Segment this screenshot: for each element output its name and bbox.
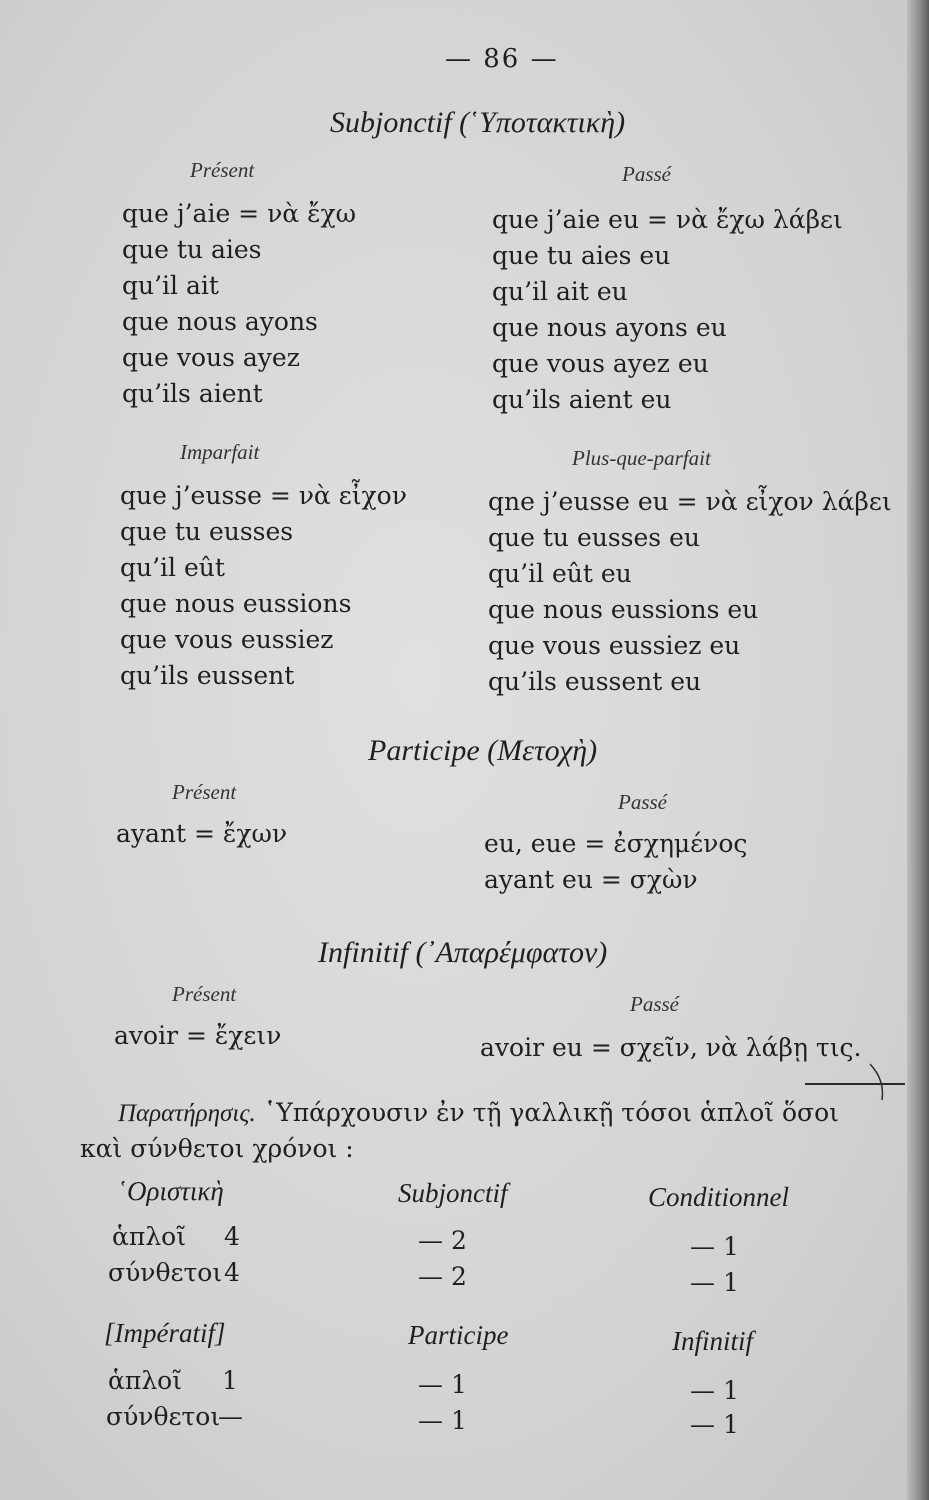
conjugation-line: que nous ayons eu xyxy=(492,313,727,342)
infinitif-passe-list xyxy=(480,1030,861,1066)
table2-cell: 1 xyxy=(222,1366,238,1395)
table2-cell: — 1 xyxy=(418,1406,467,1435)
infinitif-heading: Infinitif (᾿Απαρέμφατον) xyxy=(318,936,608,969)
table2-cell: — xyxy=(218,1402,243,1431)
infinitif-passe-label: Passé xyxy=(630,992,679,1016)
conjugation-line: que vous eussiez xyxy=(120,625,334,654)
page-number: — 86 — xyxy=(445,44,559,74)
table2-header-imperatif: [Impératif] xyxy=(104,1318,226,1348)
subjonctif-heading: Subjonctif (῾Υποτακτικὴ) xyxy=(330,106,626,139)
subjonctif-passe-label: Passé xyxy=(622,162,671,186)
participe-passe-label: Passé xyxy=(618,790,667,814)
conjugation-line: que nous eussions xyxy=(120,589,352,618)
conjugation-line: eu, eue = ἐσχημένος xyxy=(484,829,748,858)
table1-cell: 4 xyxy=(224,1222,240,1251)
conjugation-line: que vous eussiez eu xyxy=(488,631,741,660)
table2-cell: — 1 xyxy=(418,1370,467,1399)
table2-cell: — 1 xyxy=(690,1376,739,1405)
infinitif-present-label: Présent xyxy=(172,982,237,1006)
table1-cell: — 1 xyxy=(690,1232,739,1261)
table2-row-label: ἁπλοῖ xyxy=(108,1366,183,1395)
conjugation-line: qu’il eût xyxy=(120,553,225,582)
conjugation-line: que nous ayons xyxy=(122,307,318,336)
conjugation-line: que nous eussions eu xyxy=(488,595,759,624)
note-text: ῾Υπάρχουσιν ἐν τῇ γαλλικῇ τόσοι ἁπλοῖ ὅσοι xyxy=(263,1098,839,1127)
conjugation-line: qu’ils eussent eu xyxy=(488,667,702,696)
subjonctif-passe-list xyxy=(492,202,843,418)
table1-header-subjonctif: Subjonctif xyxy=(398,1178,508,1208)
imparfait-list xyxy=(120,478,407,694)
conjugation-line: qu’il eût eu xyxy=(488,559,632,588)
table1-row-label: ἁπλοῖ xyxy=(112,1222,187,1251)
table1-cell: 4 xyxy=(224,1258,240,1287)
conjugation-line: qu’il ait xyxy=(122,271,219,300)
infinitif-present-list xyxy=(114,1018,281,1054)
conjugation-line: que vous ayez xyxy=(122,343,300,372)
table2-header-infinitif: Infinitif xyxy=(672,1326,753,1356)
conjugation-line: que tu eusses eu xyxy=(488,523,700,552)
plus-que-parfait-label: Plus-que-parfait xyxy=(572,446,711,470)
conjugation-line: ayant eu = σχὼν xyxy=(484,865,698,894)
conjugation-line: que j’eusse = νὰ εἶχον xyxy=(120,481,407,510)
conjugation-line: avoir eu = σχεῖν, νὰ λάβῃ τις. xyxy=(480,1033,862,1062)
conjugation-line: que tu eusses xyxy=(120,517,294,546)
participe-passe-list xyxy=(484,826,747,898)
conjugation-line: qu’il ait eu xyxy=(492,277,628,306)
conjugation-line: qu’ils aient xyxy=(122,379,263,408)
table1-cell: — 2 xyxy=(418,1226,467,1255)
plus-que-parfait-list xyxy=(488,484,892,700)
table1-row-label: σύνθετοι xyxy=(108,1258,223,1287)
conjugation-line: qne j’eusse eu = νὰ εἶχον λάβει xyxy=(488,487,892,516)
table1-cell: — 1 xyxy=(690,1268,739,1297)
note-line-2: καὶ σύνθετοι χρόνοι : xyxy=(80,1134,354,1163)
participe-heading: Participe (Μετοχὴ) xyxy=(368,734,598,767)
participe-present-list xyxy=(116,816,287,852)
participe-present-label: Présent xyxy=(172,780,237,804)
conjugation-line: que j’aie eu = νὰ ἔχω λάβει xyxy=(492,205,843,234)
conjugation-line: qu’ils eussent xyxy=(120,661,295,690)
table2-row-label: σύνθετοι xyxy=(106,1402,221,1431)
conjugation-line: que tu aies xyxy=(122,235,262,264)
conjugation-line: ayant = ἔχων xyxy=(116,819,288,848)
subjonctif-present-list xyxy=(122,196,356,412)
conjugation-line: avoir = ἔχειν xyxy=(114,1021,282,1050)
table1-cell: — 2 xyxy=(418,1262,467,1291)
note-line-1 xyxy=(118,1094,839,1133)
table1-header-conditionnel: Conditionnel xyxy=(648,1182,789,1212)
subjonctif-present-label: Présent xyxy=(190,158,255,182)
table2-cell: — 1 xyxy=(690,1410,739,1439)
conjugation-line: que vous ayez eu xyxy=(492,349,709,378)
conjugation-line: que tu aies eu xyxy=(492,241,671,270)
book-spine-shadow xyxy=(907,0,929,1500)
table2-header-participe: Participe xyxy=(408,1320,509,1350)
note-title: Παρατήρησις. xyxy=(118,1100,256,1127)
table1-header-indicative: ῾Οριστικὴ xyxy=(118,1176,224,1206)
imparfait-label: Imparfait xyxy=(180,440,260,464)
conjugation-line: que j’aie = νὰ ἔχω xyxy=(122,199,357,228)
conjugation-line: qu’ils aient eu xyxy=(492,385,672,414)
